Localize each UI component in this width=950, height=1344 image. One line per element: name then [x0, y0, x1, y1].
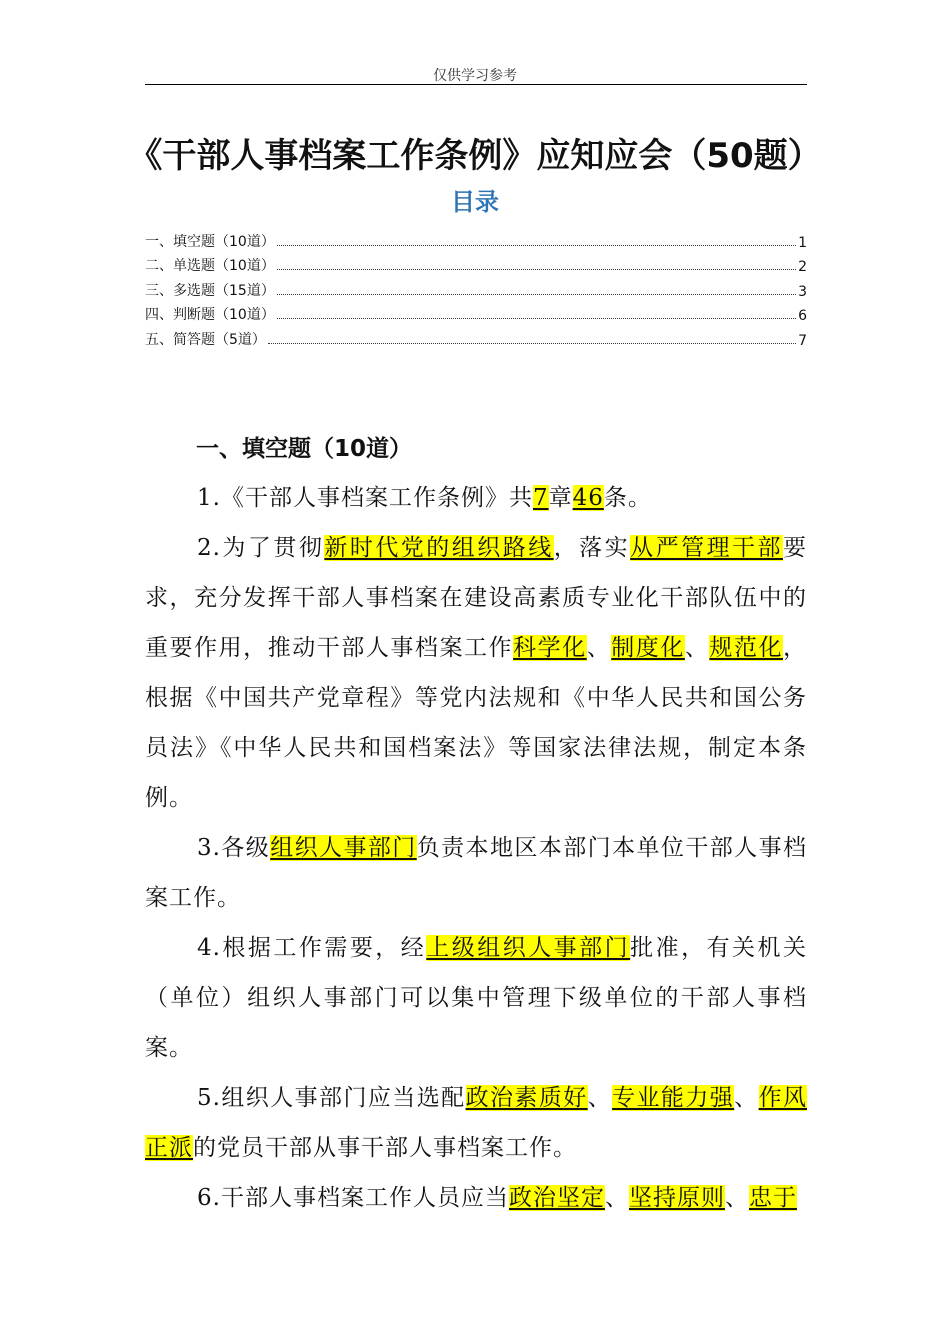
toc-item-page: 7 [798, 332, 807, 349]
toc-leader-dots [277, 244, 796, 246]
question-text: 、 [587, 1085, 613, 1111]
toc-item-label: 一、填空题（10道） [145, 233, 275, 250]
toc-item-page: 6 [798, 308, 807, 324]
question-text: 4.根据工作需要，经 [197, 935, 427, 961]
toc-title: 目录 [451, 188, 499, 216]
question-text: 、 [684, 635, 710, 661]
table-of-contents [145, 226, 807, 349]
question-text: 要求，充分发挥干部人事档案在建设高素质专业化干部队伍中的重要作用，推动干部人事档案工作 [145, 535, 808, 661]
question-text: ，落实 [553, 535, 631, 561]
toc-leader-dots [268, 342, 796, 344]
answer-highlight: 组织人事部门 [270, 835, 417, 861]
answer-highlight: 从严管理干部 [630, 535, 784, 561]
toc-item[interactable] [145, 324, 807, 349]
question-1 [145, 473, 807, 523]
answer-highlight: 专业能力强 [612, 1085, 735, 1111]
question-text: 负责本地区本部门本单位干部人事档案工作。 [145, 835, 807, 911]
toc-item-label: 三、多选题（15道） [145, 282, 275, 299]
answer-highlight: 7 [532, 485, 549, 511]
toc-item[interactable] [145, 300, 807, 325]
section-heading: 一、填空题（10道） [196, 436, 413, 462]
toc-item[interactable] [145, 251, 807, 276]
question-text: 2.为了贯彻 [197, 535, 325, 561]
page-header: 仅供学习参考 [433, 68, 517, 84]
document-title: 《干部人事档案工作条例》应知应会（50题） [128, 136, 822, 176]
question-text: 、 [604, 1185, 629, 1211]
toc-item-page: 3 [798, 283, 807, 300]
question-text: 、 [734, 1085, 759, 1111]
question-text: 、 [724, 1185, 749, 1211]
answer-highlight: 46 [572, 485, 604, 511]
question-2 [145, 523, 807, 823]
question-text: 条。 [603, 485, 652, 511]
answer-highlight: 制度化 [611, 635, 685, 661]
question-list [145, 473, 807, 1223]
toc-item-label: 四、判断题（10道） [145, 307, 275, 323]
answer-highlight: 规范化 [709, 635, 784, 661]
question-text: 章 [548, 485, 573, 511]
toc-item-page: 2 [798, 259, 807, 275]
answer-highlight: 忠于 [748, 1185, 797, 1211]
answer-highlight: 科学化 [513, 635, 587, 661]
question-text: 5.组织人事部门应当选配 [197, 1085, 466, 1111]
toc-item-page: 1 [798, 234, 807, 251]
toc-leader-dots [277, 317, 796, 319]
question-text: ，根据《中国共产党章程》等党内法规和《中华人民共和国公务员法》《中华人民共和国档案法》等国家法律法规，制定本条例。 [145, 635, 808, 811]
question-4 [145, 923, 807, 1073]
toc-leader-dots [277, 268, 796, 270]
question-text: 6.干部人事档案工作人员应当 [197, 1185, 509, 1211]
question-text: 批准，有关机关（单位）组织人事部门可以集中管理下级单位的干部人事档案。 [145, 935, 808, 1061]
toc-leader-dots [277, 293, 796, 295]
question-text: 、 [586, 635, 612, 661]
answer-highlight: 坚持原则 [628, 1185, 725, 1211]
question-text: 1.《干部人事档案工作条例》共 [197, 485, 533, 511]
question-3 [145, 823, 807, 923]
header-divider [145, 84, 807, 85]
question-text: 3.各级 [197, 835, 271, 861]
answer-highlight: 新时代党的组织路线 [324, 535, 554, 561]
answer-highlight: 政治素质好 [465, 1085, 588, 1111]
toc-item-label: 五、简答题（5道） [145, 331, 266, 348]
question-5 [145, 1073, 807, 1173]
toc-item[interactable] [145, 226, 807, 251]
question-text: 的党员干部从事干部人事档案工作。 [193, 1135, 577, 1161]
answer-highlight: 政治坚定 [508, 1185, 605, 1211]
toc-item-label: 二、单选题（10道） [145, 258, 275, 274]
question-6 [145, 1173, 807, 1223]
answer-highlight: 上级组织人事部门 [426, 935, 631, 961]
answer-highlight: 作风正派 [145, 1085, 808, 1161]
toc-item[interactable] [145, 275, 807, 300]
